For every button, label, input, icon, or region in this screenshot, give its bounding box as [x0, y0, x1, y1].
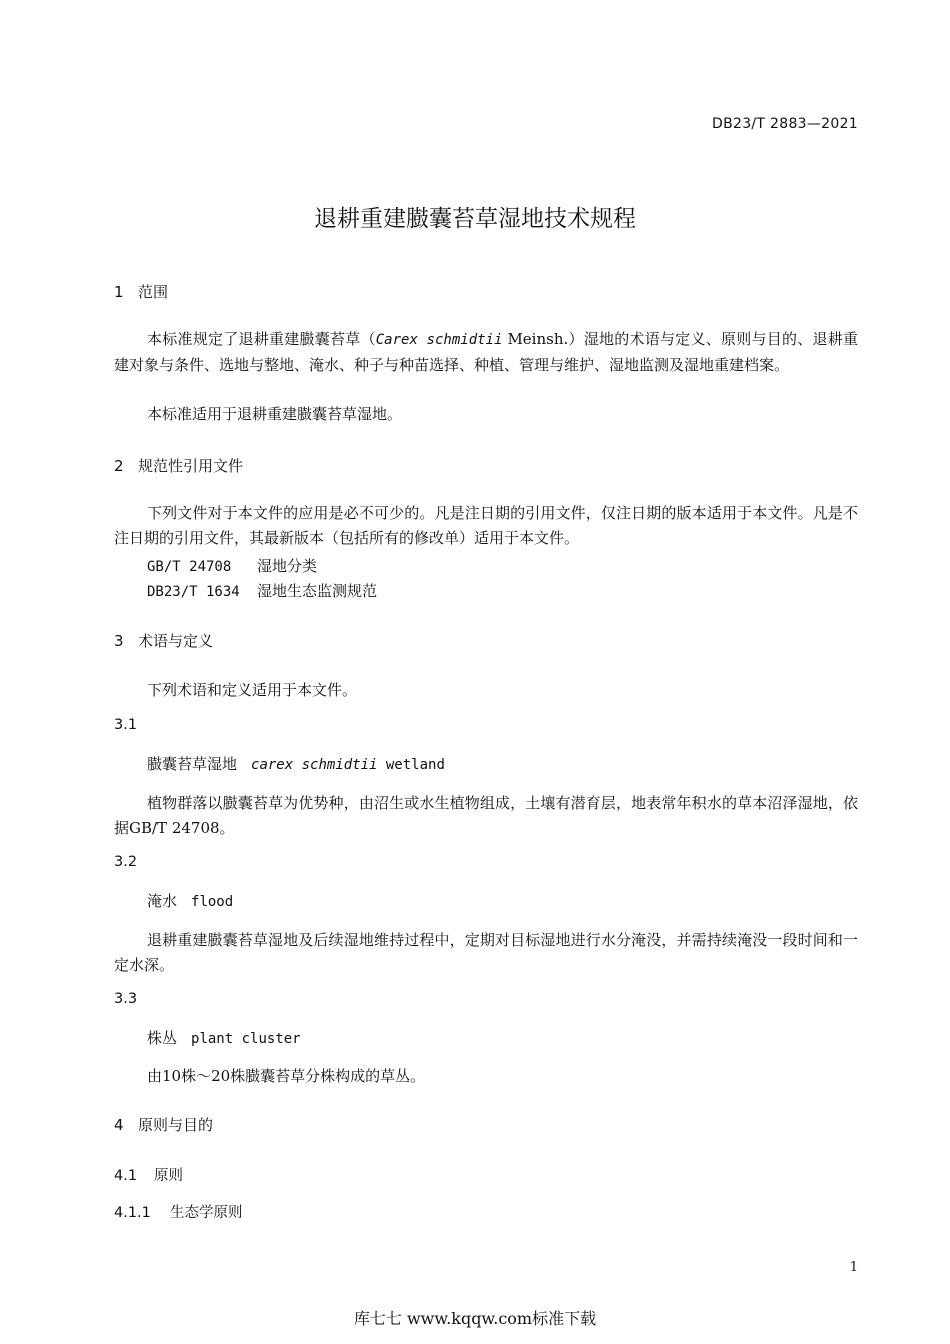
term-3-1-entry [147, 753, 445, 774]
term-3-3-entry [147, 1027, 301, 1048]
term-3-1-definition: 植物群落以臌囊苔草为优势种，由沼生或水生植物组成，土壤有潜育层，地表常年积水的草本沼泽湿地，依据GB/T 24708。 [114, 794, 858, 837]
section-4-1-1-title: 生态学原则 [170, 1205, 243, 1221]
section-2-number: 2 [114, 457, 124, 475]
term-3-3-zh: 株丛 [147, 1029, 178, 1047]
term-3-1-en [251, 757, 445, 773]
reference-name: 湿地生态监测规范 [257, 582, 378, 600]
section-4-title: 原则与目的 [138, 1116, 214, 1134]
term-3-3-definition: 由10株～20株臌囊苔草分株构成的草丛。 [147, 1067, 426, 1085]
section-3-heading [114, 630, 213, 651]
term-3-2-definition: 退耕重建臌囊苔草湿地及后续湿地维持过程中，定期对目标湿地进行水分淹没，并需持续淹没一段时间和一定水深。 [114, 931, 858, 974]
standard-code: DB23/T 2883—2021 [712, 116, 858, 132]
term-3-1-zh: 臌囊苔草湿地 [147, 755, 238, 773]
term-3-2-entry [147, 890, 233, 911]
section-4-1-heading [114, 1164, 183, 1185]
term-3-3-en: plant cluster [191, 1031, 301, 1047]
term-3-1-en-rest: wetland [377, 757, 445, 773]
section-3-number: 3 [114, 632, 124, 650]
reference-item [147, 555, 317, 576]
section-4-1-1-heading [114, 1201, 243, 1222]
reference-name: 湿地分类 [257, 557, 318, 575]
term-3-2-en: flood [191, 894, 234, 910]
section-1-heading [114, 281, 168, 302]
s1-p1-pre: 本标准规定了退耕重建臌囊苔草（ [147, 330, 376, 348]
section-3-intro: 下列术语和定义适用于本文件。 [147, 681, 358, 699]
section-4-heading [114, 1114, 213, 1135]
section-2-heading [114, 455, 243, 476]
section-3-title: 术语与定义 [138, 632, 214, 650]
term-3-1-number: 3.1 [114, 717, 138, 733]
section-4-1-1-number: 4.1.1 [114, 1205, 151, 1221]
section-1-paragraph-1 [114, 327, 858, 378]
s1-p1-post: Meinsh.）湿地的术语与定义、原则与目的、退耕重建对象与条件、选地与整地、淹水、种子与种苗选择、种植、管理与维护、湿地监测及湿地重建档案。 [114, 330, 858, 374]
section-2-paragraph-1: 下列文件对于本文件的应用是必不可少的。凡是注日期的引用文件，仅注日期的版本适用于本文件。凡是不注日期的引用文件，其最新版本（包括所有的修改单）适用于本文件。 [114, 504, 858, 547]
page-number: 1 [849, 1260, 858, 1275]
s1-p1-species: Carex schmidtii [375, 332, 503, 348]
section-1-title: 范围 [138, 283, 169, 301]
term-3-2-number: 3.2 [114, 854, 138, 870]
term-3-2-zh: 淹水 [147, 892, 178, 910]
section-1-number: 1 [114, 283, 124, 301]
section-4-1-title: 原则 [154, 1168, 183, 1184]
section-1-paragraph-2: 本标准适用于退耕重建臌囊苔草湿地。 [147, 405, 403, 423]
term-3-3-number: 3.3 [114, 991, 138, 1007]
reference-item [147, 580, 377, 601]
term-3-1-en-italic: carex schmidtii [251, 757, 378, 773]
document-title: 退耕重建臌囊苔草湿地技术规程 [314, 206, 636, 232]
section-4-number: 4 [114, 1116, 124, 1134]
reference-code: GB/T 24708 [147, 559, 232, 575]
footer-watermark: 库七七 www.kqqw.com标准下载 [353, 1309, 597, 1328]
section-4-1-number: 4.1 [114, 1168, 138, 1184]
section-2-title: 规范性引用文件 [138, 457, 244, 475]
reference-code: DB23/T 1634 [147, 584, 240, 600]
